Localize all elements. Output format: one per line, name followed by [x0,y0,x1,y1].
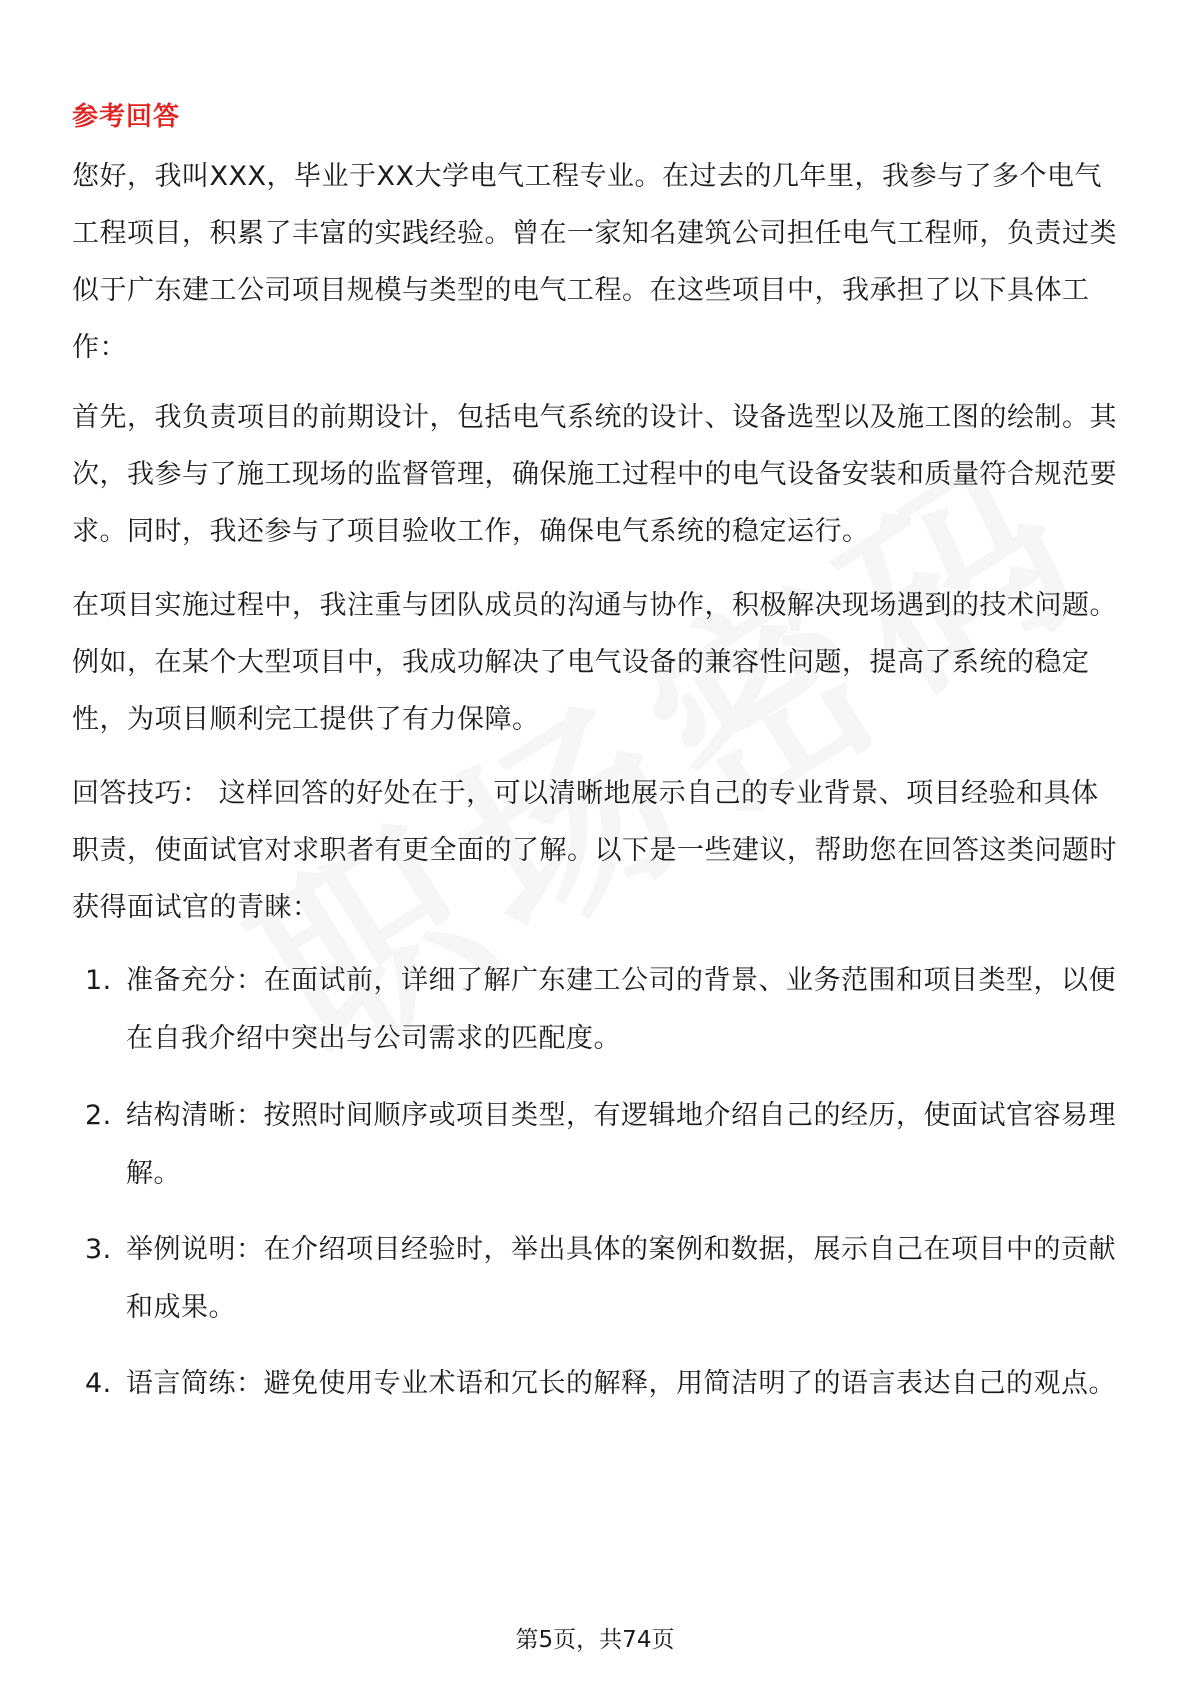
list-item-number: 3. [85,1234,112,1265]
page-number: 第5页，共74页 [515,1627,675,1653]
list-item [85,1355,1125,1413]
list-item-number: 1. [85,965,112,996]
list-item-text: 结构清晰：按照时间顺序或项目类型，有逻辑地介绍自己的经历，使面试官容易理解。 [126,1100,1116,1189]
paragraph-tips-intro: 回答技巧： 这样回答的好处在于，可以清晰地展示自己的专业背景、项目经验和具体职责，使面试官对求职者有更全面的了解。以下是一些建议，帮助您在回答这类问题时获得面试官的青睐： [72,778,1117,923]
list-item-text: 准备充分：在面试前，详细了解广东建工公司的背景、业务范围和项目类型，以便在自我介绍中突出与公司需求的匹配度。 [126,965,1116,1054]
list-item [85,952,1125,1068]
list-item-text: 语言简练：避免使用专业术语和冗长的解释，用简洁明了的语言表达自己的观点。 [126,1368,1116,1399]
paragraph-teamwork: 在项目实施过程中，我注重与团队成员的沟通与协作，积极解决现场遇到的技术问题。例如，在某个大型项目中，我成功解决了电气设备的兼容性问题，提高了系统的稳定性，为项目顺利完工提供了有力保障。 [72,590,1117,735]
paragraph-intro: 您好，我叫XXX，毕业于XX大学电气工程专业。在过去的几年里，我参与了多个电气工程项目，积累了丰富的实践经验。曾在一家知名建筑公司担任电气工程师，负责过类似于广东建工公司项目规模与类型的电气工程。在这些项目中，我承担了以下具体工作： [72,161,1117,363]
list-item-number: 4. [85,1368,112,1399]
list-item-text: 举例说明：在介绍项目经验时，举出具体的案例和数据，展示自己在项目中的贡献和成果。 [126,1234,1116,1323]
list-item [85,1221,1125,1337]
paragraph-duties: 首先，我负责项目的前期设计，包括电气系统的设计、设备选型以及施工图的绘制。其次，我参与了施工现场的监督管理，确保施工过程中的电气设备安装和质量符合规范要求。同时，我还参与了项目验收工作，确保电气系统的稳定运行。 [72,402,1117,547]
list-item [85,1087,1125,1203]
section-heading: 参考回答 [72,102,181,132]
list-item-number: 2. [85,1100,112,1131]
